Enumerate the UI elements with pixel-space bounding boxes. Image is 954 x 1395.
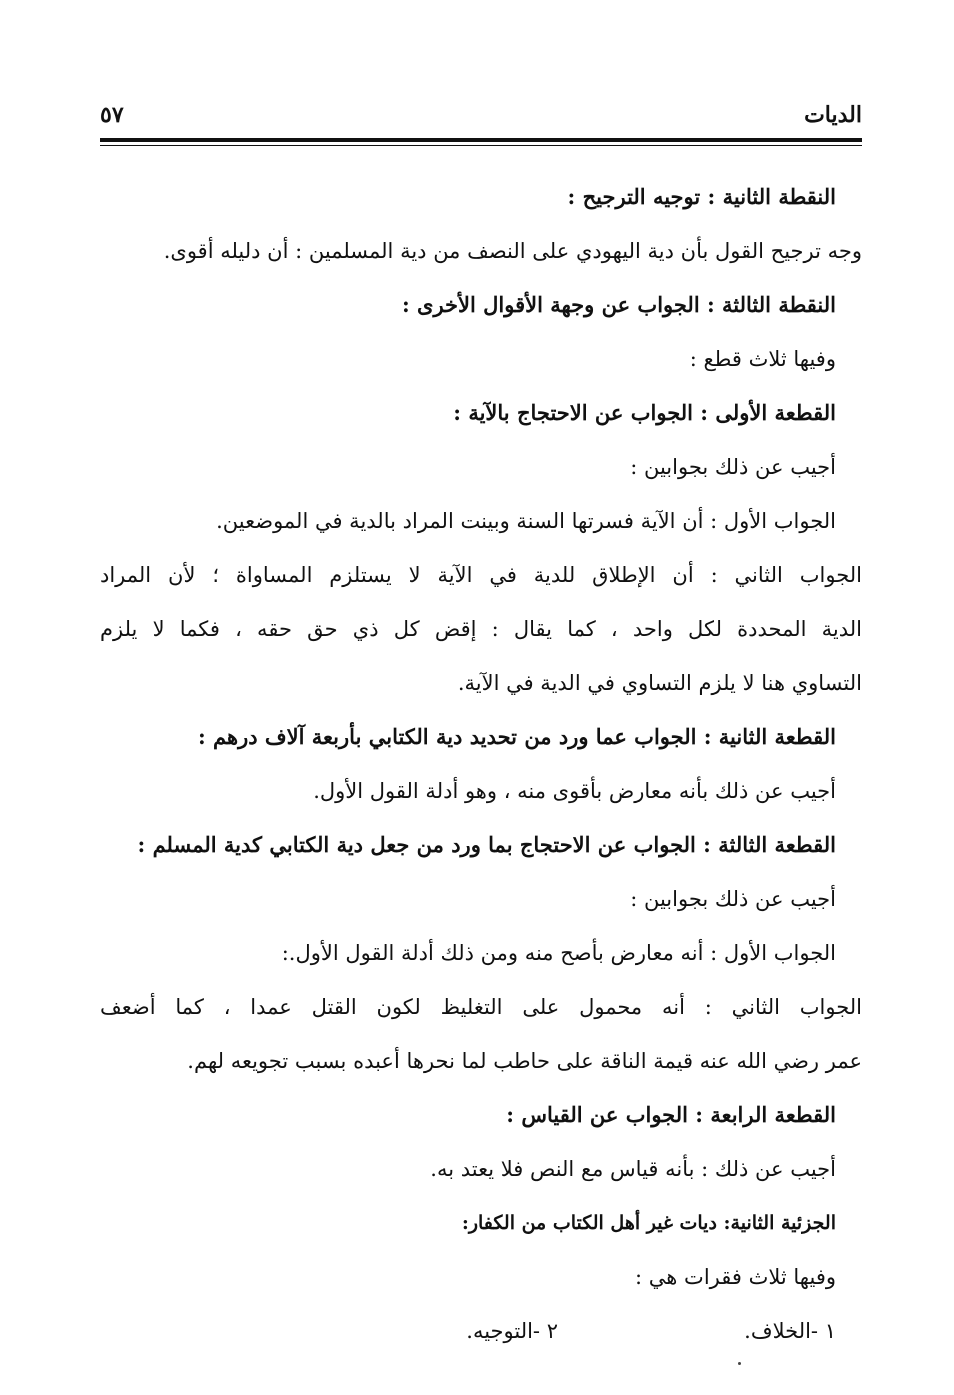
numbered-items xyxy=(100,1304,836,1358)
heading-piece-four: القطعة الرابعة : الجواب عن القياس : xyxy=(506,1102,836,1127)
page-number: ٥٧ xyxy=(100,102,124,128)
paragraph-line: الجواب الأول : أن الآية فسرتها السنة وبينت المراد بالدية في الموضعين. xyxy=(216,509,836,533)
paragraph-line: أجيب عن ذلك بجوابين : xyxy=(630,887,836,911)
heading-piece-three: القطعة الثالثة : الجواب عن الاحتجاج بما ورد من جعل دية الكتابي كدية المسلم : xyxy=(137,832,836,857)
paragraph-line: وفيها ثلاث قطع : xyxy=(689,347,836,371)
paragraph-line: أجيب عن ذلك : بأنه قياس مع النص فلا يعتد به. xyxy=(430,1157,836,1181)
heading-subpart-two: الجزئية الثانية: ديات غير أهل الكتاب من الكفار: xyxy=(461,1212,836,1234)
paragraph-line: عمر رضي الله عنه قيمة الناقة على حاطب لما نحرها أعبده بسبب تجويعه لهم. xyxy=(187,1049,862,1073)
paragraph-line: التساوي هنا لا يلزم التساوي في الدية في الآية. xyxy=(457,671,862,695)
header-rule-thick xyxy=(100,138,862,142)
paragraph-line: أجيب عن ذلك بأنه معارض بأقوى منه ، وهو أدلة القول الأول. xyxy=(313,779,836,803)
print-speck xyxy=(738,1362,741,1365)
heading-point-three: النقطة الثالثة : الجواب عن وجهة الأقوال الأخرى : xyxy=(401,292,836,317)
item-one: ١ -الخلاف. xyxy=(744,1319,836,1343)
paragraph-line: أجيب عن ذلك بجوابين : xyxy=(630,455,836,479)
running-header xyxy=(100,98,862,138)
paragraph-line: الجواب الأول : أنه معارض بأصح منه ومن ذلك أدلة القول الأول.: xyxy=(281,941,836,965)
paragraph-line: الجواب الثاني : أن الإطلاق للدية في الآية لا يستلزم المساواة ؛ لأن المراد xyxy=(100,563,862,587)
page-body xyxy=(100,170,862,1358)
heading-point-two: النقطة الثانية : توجيه الترجيح : xyxy=(567,184,836,209)
paragraph-line: وجه ترجيح القول بأن دية اليهودي على النصف من دية المسلمين : أن دليله أقوى. xyxy=(163,239,862,263)
heading-piece-two: القطعة الثانية : الجواب عما ورد من تحديد دية الكتابي بأربعة آلاف درهم : xyxy=(197,724,836,749)
heading-piece-one: القطعة الأولى : الجواب عن الاحتجاج بالآية : xyxy=(453,400,836,425)
paragraph-line: الجواب الثاني : أنه محمول على التغليظ لكون القتل عمدا ، كما أضعف xyxy=(100,995,862,1019)
paragraph-line: الدية المحددة لكل واحد ، كما يقال : إقض كل ذي حق حقه ، فكما لا يلزم xyxy=(100,617,862,641)
header-rule-thin xyxy=(100,145,862,146)
item-two: ٢ -التوجيه. xyxy=(466,1319,558,1343)
paragraph-line: وفيها ثلاث فقرات هي : xyxy=(635,1265,836,1289)
section-title: الديات xyxy=(804,102,862,128)
